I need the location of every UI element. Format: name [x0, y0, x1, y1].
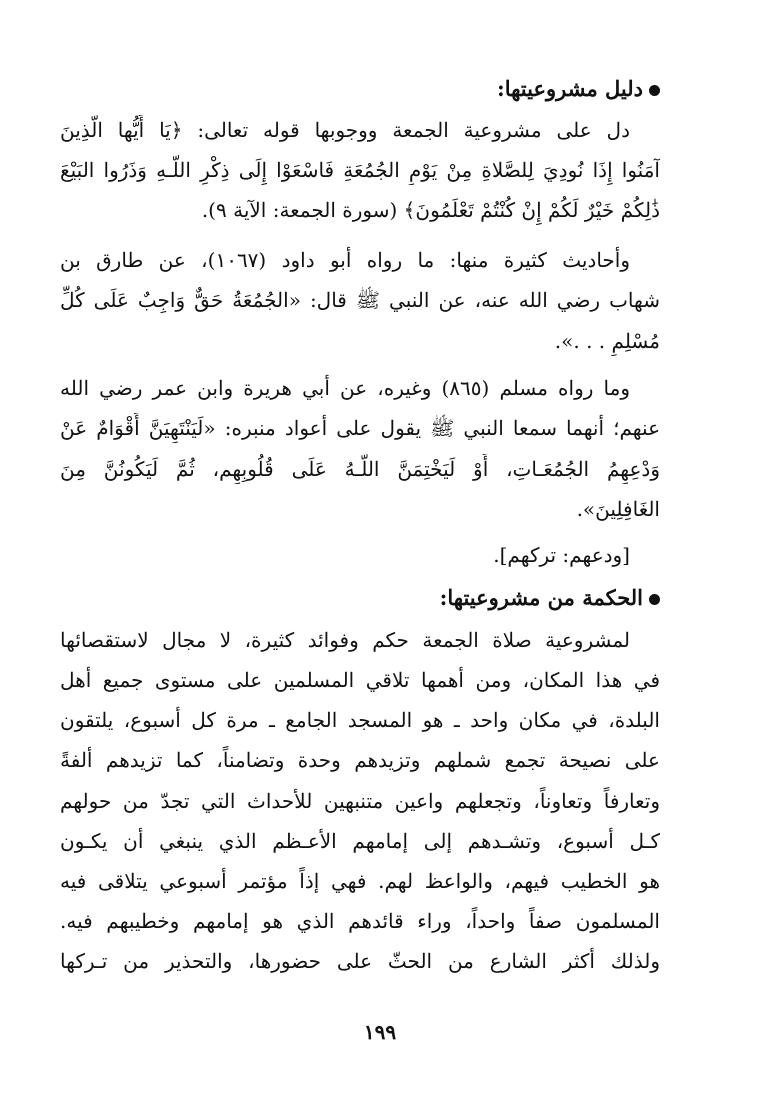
- paragraph-line: وما رواه مسلم (٨٦٥) وغيره، عن أبي هريرة وابن عمر رضي الله: [60, 376, 630, 400]
- paragraph-line: كـل أسبوع، وتشـدهم إلى إمامهم الأعـظم الذي ينبغي أن يكـون: [60, 829, 660, 853]
- paragraph-line: وَدْعِهِمُ الجُمُعَـاتِ، أَوْ لَيَخْتِمَنَّ اللَّـهُ عَلَى قُلُوبِهِم، ثُمَّ لَيَكُونُنَّ مِنَ: [60, 457, 660, 481]
- paragraph-line: دل على مشروعية الجمعة ووجوبها قوله تعالى: ﴿يَا أَيُّها الَّذِينَ: [60, 118, 630, 142]
- heading-text: الحكمة من مشروعيتها:: [439, 585, 643, 610]
- paragraph-line: في هذا المكان، ومن أهمها تلاقي المسلمين على مستوى جميع أهل: [60, 668, 660, 692]
- section-heading-legitimacy: [60, 74, 660, 104]
- bullet-icon: [649, 594, 660, 605]
- paragraph-line: المسلمون صفاً واحداً، وراء قائدهم الذي هو إمامهم وخطيبهم فيه.: [60, 909, 660, 933]
- heading-text: دليل مشروعيتها:: [496, 76, 643, 101]
- paragraph-line: البلدة، في مكان واحد ـ هو المسجد الجامع ـ مرة كل أسبوع، يلتقون: [60, 708, 660, 732]
- section-heading-wisdom: [60, 583, 660, 613]
- paragraph-line: لمشروعية صلاة الجمعة حكم وفوائد كثيرة، لا مجال لاستقصائها: [60, 628, 630, 652]
- paragraph-line: على نصيحة تجمع شملهم وتزيدهم وحدة وتضامناً، كما تزيدهم ألفةً: [60, 748, 660, 772]
- paragraph-line: ولذلك أكثر الشارع من الحثّ على حضورها، والتحذير من تـركها: [60, 949, 660, 973]
- paragraph-line: شهاب رضي الله عنه، عن النبي ﷺ قال: «الجُمُعَةُ حَقٌّ وَاجِبٌ عَلَى كُلِّ: [60, 288, 660, 312]
- bullet-icon: [649, 85, 660, 96]
- paragraph-line: هو الخطيب فيهم، والواعظ لهم. فهي إذاً مؤتمر أسبوعي يتلاقى فيه: [60, 869, 660, 893]
- paragraph-line: ذَٰلِكُمْ خَيْرٌ لَكُمْ إِنْ كُنْتُمْ تَعْلَمُونَ﴾ (سورة الجمعة: الآية ٩).: [201, 198, 660, 222]
- word-note: [ودعهم: تركهم].: [493, 543, 630, 567]
- paragraph-line: وأحاديث كثيرة منها: ما رواه أبو داود (١٠٦٧)، عن طارق بن: [60, 248, 630, 272]
- page-number: ١٩٩: [363, 1020, 397, 1044]
- paragraph-line: مُسْلِمٍ . . .».: [554, 329, 660, 353]
- paragraph-line: الغَافِلِينَ».: [576, 497, 660, 521]
- paragraph-line: عنهم؛ أنهما سمعا النبي ﷺ يقول على أعواد منبره: «لَيَنْتَهِيَنَّ أَقْوَامٌ عَنْ: [60, 416, 660, 440]
- paragraph-line: وتعارفاً وتعاوناً، وتجعلهم واعين متنبهين للأحداث التي تجدّ من حولهم: [60, 789, 660, 813]
- paragraph-line: آمَنُوا إِذَا نُودِيَ لِلصَّلاةِ مِنْ يَوْمِ الجُمُعَةِ فَاسْعَوْا إِلَى ذِكْرِ اللَّـهِ وَذَرُوا البَيْعَ: [60, 158, 660, 182]
